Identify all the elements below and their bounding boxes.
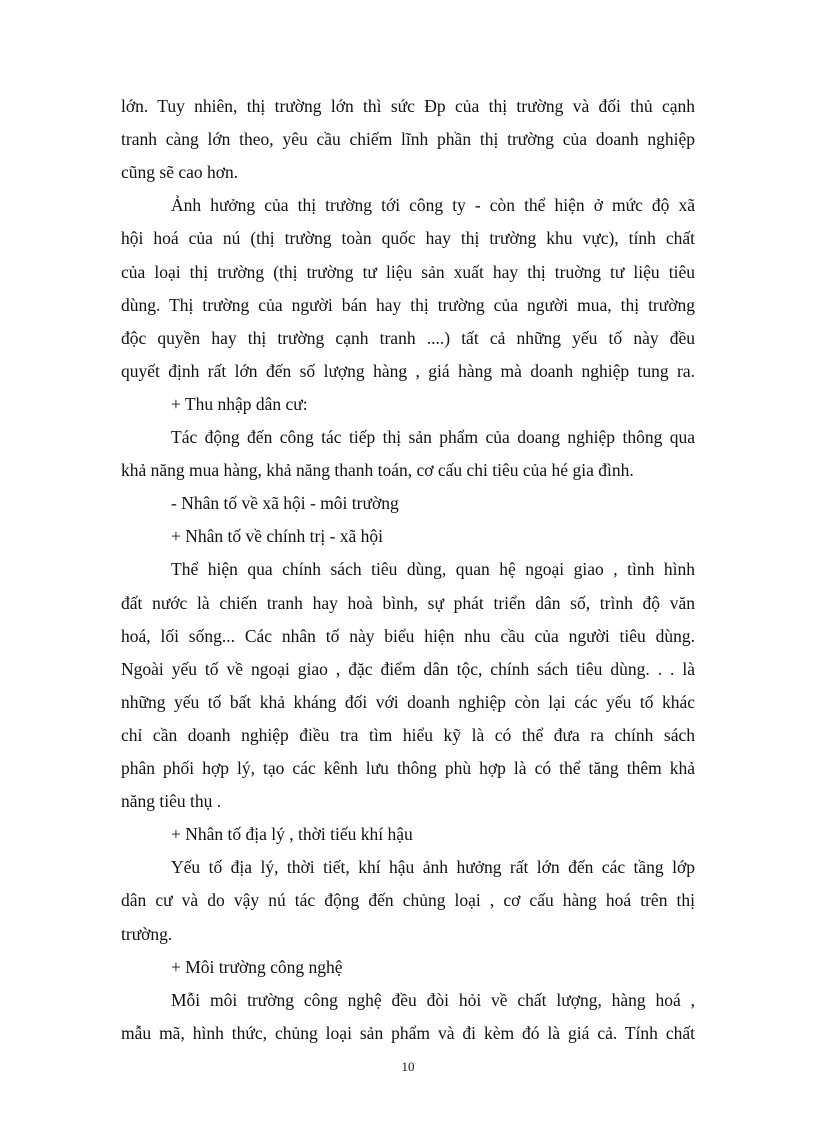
text-line-8: độc quyền hay thị trường cạnh tranh ....) tất cả những yếu tố này đều [121, 327, 695, 348]
text-line-4: Ảnh hưởng của thị trường tới công ty - còn thể hiện ở mức độ xã [171, 195, 695, 216]
text-line-26: trường. [121, 923, 173, 944]
text-line-20: chỉ cần doanh nghiệp điều tra tìm hiểu kỹ là có thể đưa ra chính sách [121, 724, 695, 745]
text-line-18: Ngoài yếu tố về ngoại giao , đặc điểm dân tộc, chính sách tiêu dùng. . . là [121, 658, 695, 679]
text-line-21: phân phối hợp lý, tạo các kênh lưu thông phù hợp là có thể tăng thêm khả [121, 758, 695, 778]
text-line-14: + Nhân tố về chính trị - xã hội [171, 526, 384, 547]
text-line-24: Yếu tố địa lý, thời tiết, khí hậu ảnh hưởng rất lớn đến các tầng lớp [171, 857, 695, 878]
text-line-11: Tác động đến công tác tiếp thị sản phẩm của doang nghiệp thông qua [171, 427, 695, 447]
text-line-10: + Thu nhập dân cư: [171, 393, 308, 414]
text-line-3: cũng sẽ cao hơn. [121, 162, 239, 183]
text-line-12: khả năng mua hàng, khả năng thanh toán, cơ cấu chi tiêu của hé gia đình. [121, 460, 634, 481]
text-line-28: Mỗi môi trường công nghệ đều đòi hỏi về chất lượng, hàng hoá , [171, 989, 695, 1010]
text-line-13: - Nhân tố về xã hội - môi trường [171, 493, 399, 514]
text-line-17: hoá, lối sống... Các nhân tố này biểu hiện nhu cầu của người tiêu dùng. [121, 625, 695, 646]
text-line-29: mẫu mã, hình thức, chủng loại sản phẩm và đi kèm đó là giá cả. Tính chất [121, 1022, 695, 1043]
text-line-1: lớn. Tuy nhiên, thị trường lớn thì sức Ðp của thị trường và đối thủ cạnh [121, 96, 695, 116]
page-number: 10 [401, 1059, 415, 1074]
text-line-5: hội hoá của nú (thị trường toàn quốc hay thị trường khu vực), tính chất [121, 228, 695, 249]
text-line-16: đất nước là chiến tranh hay hoà bình, sự phát triển dân số, trình độ văn [121, 592, 695, 613]
text-line-2: tranh càng lớn theo, yêu cầu chiếm lĩnh phần thị trường của doanh nghiệp [121, 129, 695, 150]
text-line-19: những yếu tố bất khả kháng đối với doanh nghiệp còn lại các yếu tố khác [121, 691, 695, 712]
text-line-9: quyết định rất lớn đến số lượng hàng , giá hàng mà doanh nghiệp tung ra. [121, 360, 695, 381]
text-line-15: Thể hiện qua chính sách tiêu dùng, quan hệ ngoại giao , tình hình [171, 559, 695, 580]
text-line-7: dùng. Thị trường của người bán hay thị trường của người mua, thị trường [121, 294, 695, 315]
text-line-27: + Môi trường công nghệ [171, 956, 343, 977]
text-line-6: của loại thị trường (thị trường tư liệu sản xuất hay thị truờng tư liệu tiêu [121, 261, 695, 282]
text-line-25: dân cư và do vậy nú tác động đến chủng loại , cơ cấu hàng hoá trên thị [121, 890, 695, 911]
text-line-22: năng tiêu thụ . [121, 791, 222, 812]
text-line-23: + Nhân tố địa lý , thời tiếu khí hậu [171, 824, 413, 845]
